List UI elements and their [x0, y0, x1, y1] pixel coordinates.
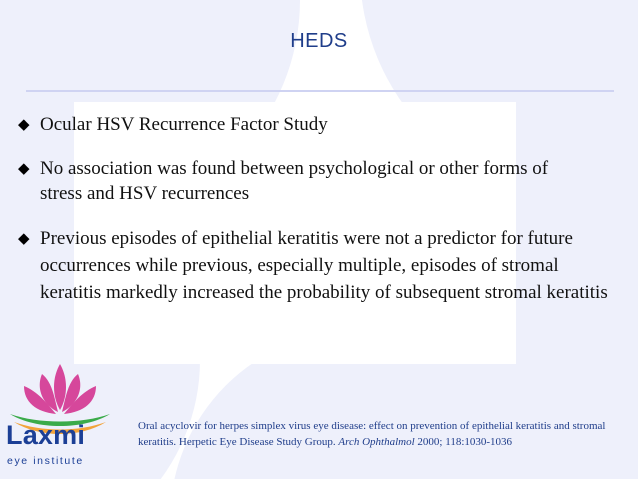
lotus-petals: [24, 364, 96, 414]
logo-wordmark: Laxmi: [6, 420, 86, 450]
citation-text: Oral acyclovir for herpes simplex virus eye disease: effect on prevention of epithelial keratitis and stromal keratitis. Herpetic Eye Disease Study Group.: [138, 420, 606, 448]
diamond-bullet-icon: ◆: [18, 159, 30, 177]
logo-tagline: eye institute: [7, 455, 84, 467]
title-divider: [26, 90, 614, 92]
slide-title: HEDS: [290, 30, 348, 52]
citation-details: 2000; 118:1030-1036: [417, 436, 513, 448]
bullet-list: [18, 112, 618, 325]
bullet-text: Ocular HSV Recurrence Factor Study: [40, 114, 328, 135]
bullet-text: Previous episodes of epithelial keratitis were not a predictor for future occurrences while previous, especially multiple, episodes of stromal keratitis markedly increased the probability of subsequent stromal keratitis: [40, 228, 608, 303]
diamond-bullet-icon: ◆: [18, 229, 30, 247]
bullet-item: [18, 112, 618, 137]
bullet-text: No association was found between psychological or other forms of stress and HSV recurrences: [40, 158, 549, 204]
bullet-item: [18, 225, 618, 306]
bullet-item: [18, 156, 618, 206]
citation: [138, 418, 608, 450]
citation-journal: Arch Ophthalmol: [338, 436, 415, 448]
diamond-bullet-icon: ◆: [18, 115, 30, 133]
